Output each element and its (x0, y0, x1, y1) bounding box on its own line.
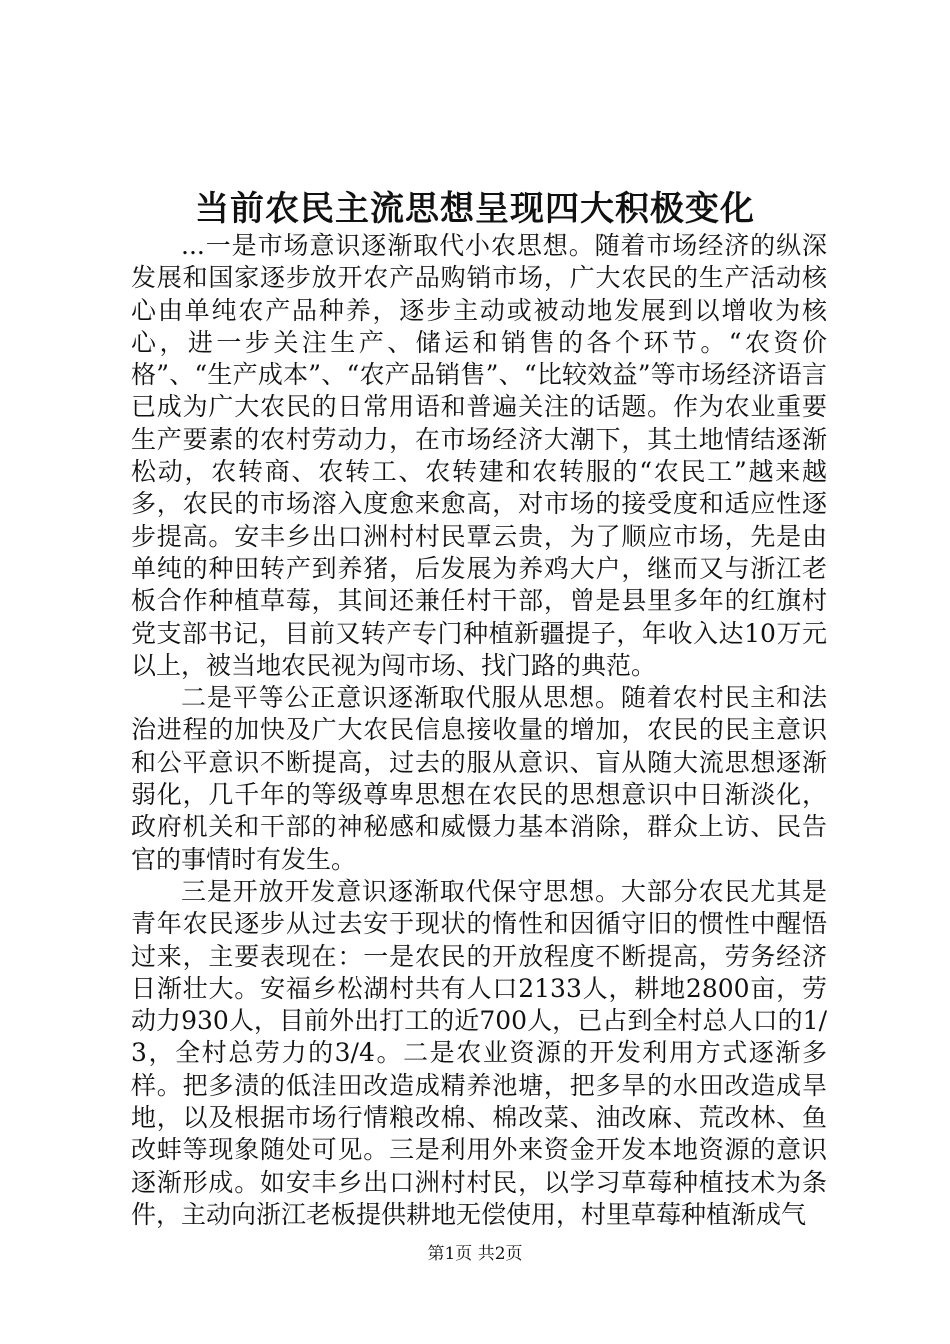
paragraph-3: 三是开放开发意识逐渐取代保守思想。大部分农民尤其是青年农民逐步从过去安于现状的惰性和因循守旧的惯性中醒悟过来，主要表现在：一是农民的开放程度不断提高，劳务经济日渐壮大。安福乡松湖村共有人口2133人，耕地2800亩，劳动力930人，目前外出打工的近700人，已占到全村总人口的1/3，全村总劳力的3/4。二是农业资源的开发利用方式逐渐多样。把多渍的低洼田改造成精养池塘，把多旱的水田改造成旱地，以及根据市场行情粮改棉、棉改菜、油改麻、荒改林、鱼改蚌等现象随处可见。三是利用外来资金开发本地资源的意识逐渐形成。如安丰乡出口洲村村民，以学习草莓种植技术为条件，主动向浙江老板提供耕地无偿使用，村里草莓种植渐成气 (131, 876, 827, 1229)
paragraph-1: ...一是市场意识逐渐取代小农思想。随着市场经济的纵深发展和国家逐步放开农产品购销市场，广大农民的生产活动核心由单纯农产品种养，逐步主动或被动地发展到以增收为核心，进一步关注生产、储运和销售的各个环节。“农资价格”、“生产成本”、“农产品销售”、“比较效益”等市场经济语言已成为广大农民的日常用语和普遍关注的话题。作为农业重要生产要素的农村劳动力，在市场经济大潮下，其土地情结逐渐松动，农转商、农转工、农转建和农转服的“农民工”越来越多，农民的市场溶入度愈来愈高，对市场的接受度和适应性逐步提高。安丰乡出口洲村村民覃云贵，为了顺应市场，先是由单纯的种田转产到养猪，后发展为养鸡大户，继而又与浙江老板合作种植草莓，其间还兼任村干部，曾是县里多年的红旗村党支部书记，目前又转产专门种植新疆提子，年收入达10万元以上，被当地农民视为闯市场、找门路的典范。 (131, 231, 827, 680)
paragraph-2: 二是平等公正意识逐渐取代服从思想。随着农村民主和法治进程的加快及广大农民信息接收量的增加，农民的民主意识和公平意识不断提高，过去的服从意识、盲从随大流思想逐渐弱化，几千年的等级尊卑思想在农民的思想意识中日渐淡化，政府机关和干部的神秘感和威慑力基本消除，群众上访、民告官的事情时有发生。 (131, 683, 827, 874)
document-body (131, 230, 827, 1231)
page-footer: 第1页 共2页 (427, 1244, 523, 1264)
document-title: 当前农民主流思想呈现四大积极变化 (195, 189, 755, 229)
